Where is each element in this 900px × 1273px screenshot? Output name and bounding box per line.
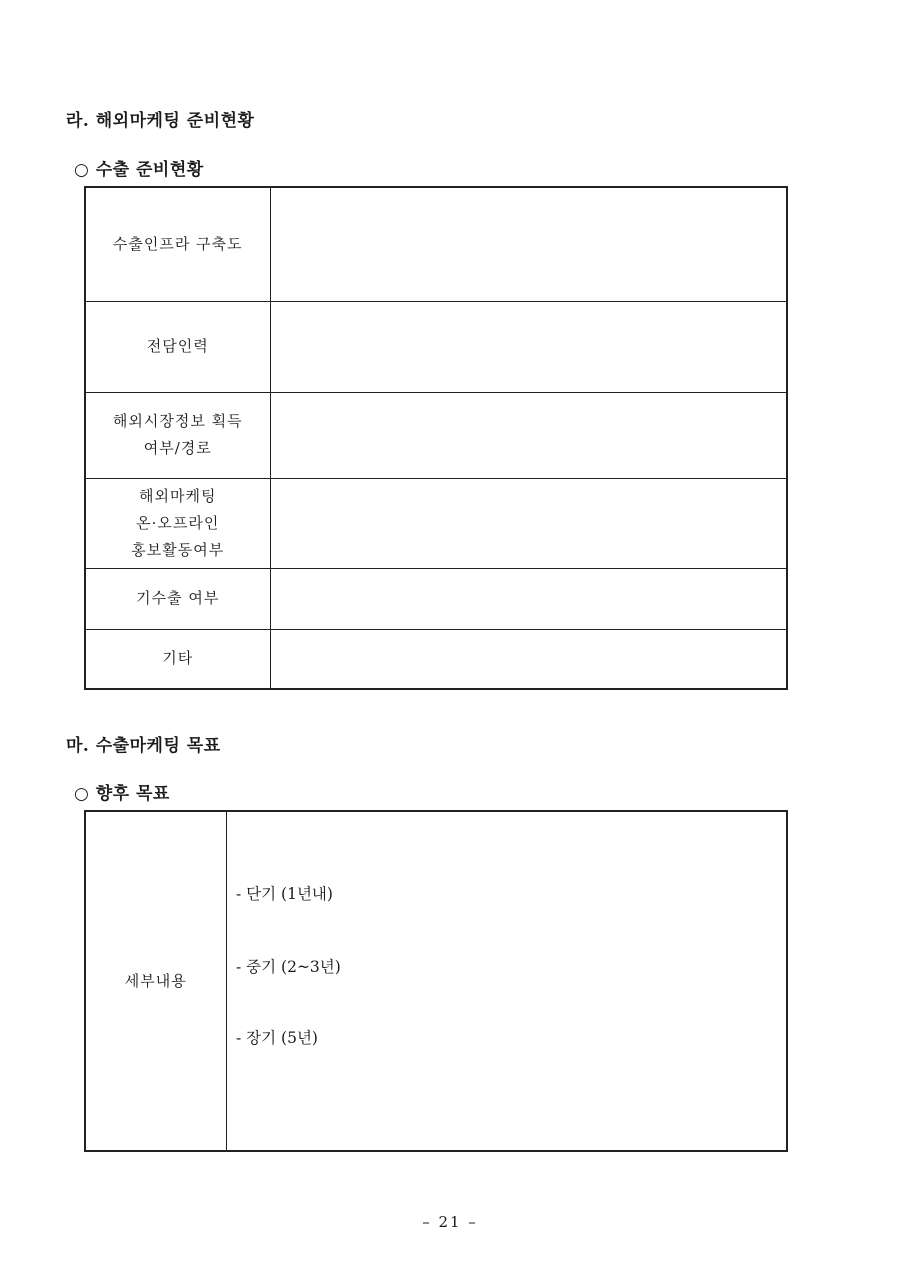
table-row — [85, 478, 787, 568]
row-label-other: 기타 — [85, 629, 270, 689]
table-row — [85, 187, 787, 301]
page-number: – 21 – — [422, 1213, 478, 1231]
export-readiness-table — [84, 186, 788, 690]
detail-value-cell[interactable] — [226, 811, 787, 1151]
row-value-infrastructure[interactable] — [270, 187, 787, 301]
subheading-export-readiness: ○ 수출 준비현황 — [74, 160, 204, 180]
row-label-infrastructure: 수출인프라 구축도 — [85, 187, 270, 301]
row-value-promotion[interactable] — [270, 478, 787, 568]
row-value-prior-export[interactable] — [270, 568, 787, 629]
table-row — [85, 568, 787, 629]
section-heading-ra: 라. 해외마케팅 준비현황 — [66, 111, 255, 131]
section-heading-ma: 마. 수출마케팅 목표 — [66, 736, 221, 756]
row-value-staff[interactable] — [270, 301, 787, 392]
row-value-market-info[interactable] — [270, 392, 787, 478]
table-row — [85, 811, 787, 1151]
row-label-prior-export: 기수출 여부 — [85, 568, 270, 629]
table-row — [85, 392, 787, 478]
subheading-future-goals: ○ 향후 목표 — [74, 784, 170, 804]
goal-short-term: - 단기 (1년내) — [236, 885, 333, 903]
detail-label: 세부내용 — [85, 811, 226, 1151]
table-row — [85, 301, 787, 392]
future-goals-table — [84, 810, 788, 1152]
row-label-staff: 전담인력 — [85, 301, 270, 392]
row-value-other[interactable] — [270, 629, 787, 689]
row-label-promotion: 해외마케팅 온·오프라인 홍보활동여부 — [85, 478, 270, 568]
row-label-market-info: 해외시장정보 획득 여부/경로 — [85, 392, 270, 478]
goal-mid-term: - 중기 (2~3년) — [236, 958, 341, 976]
table-row — [85, 629, 787, 689]
goal-long-term: - 장기 (5년) — [236, 1029, 318, 1047]
